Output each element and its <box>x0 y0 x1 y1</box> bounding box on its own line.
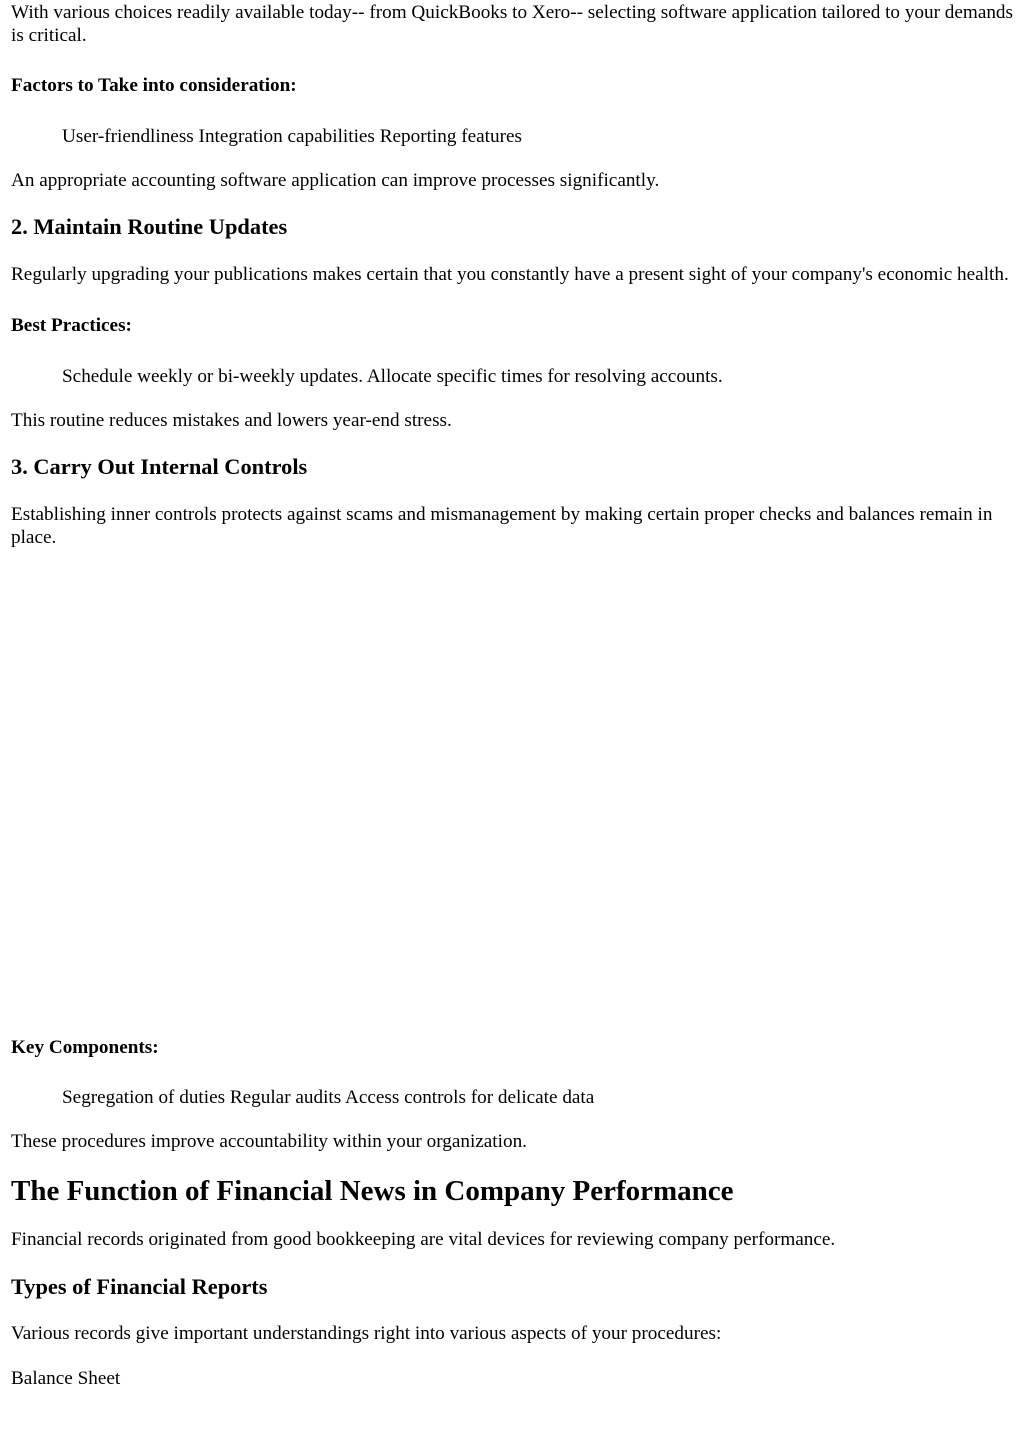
factors-summary: An appropriate accounting software application can improve processes significantly. <box>11 170 660 191</box>
function-paragraph: Financial records originated from good bookkeeping are vital devices for reviewing company performance. <box>11 1229 836 1250</box>
financial-reports-heading: Types of Financial Reports <box>11 1274 268 1299</box>
function-heading: The Function of Financial News in Company Performance <box>11 1175 734 1207</box>
best-practices-list: Schedule weekly or bi-weekly updates. Allocate specific times for resolving accounts. <box>62 366 723 387</box>
intro-paragraph: With various choices readily available today-- from QuickBooks to Xero-- selecting software application tailored to your demands is critical. <box>11 2 1013 46</box>
key-components-heading: Key Components: <box>11 1037 159 1058</box>
factors-list: User-friendliness Integration capabilities Reporting features <box>62 126 522 147</box>
section-2-paragraph: Regularly upgrading your publications makes certain that you constantly have a present sight of your company's economic health. <box>11 264 1009 285</box>
key-components-list: Segregation of duties Regular audits Access controls for delicate data <box>62 1087 595 1108</box>
document-body <box>11 0 1016 1390</box>
section-3-paragraph: Establishing inner controls protects against scams and mismanagement by making certain proper checks and balances remain in place. <box>11 504 993 548</box>
blank-space <box>11 549 1016 1024</box>
balance-sheet-item: Balance Sheet <box>11 1368 121 1389</box>
section-2-heading: 2. Maintain Routine Updates <box>11 214 288 239</box>
best-practices-heading: Best Practices: <box>11 315 132 336</box>
key-components-summary: These procedures improve accountability within your organization. <box>11 1131 527 1152</box>
best-practices-summary: This routine reduces mistakes and lowers year-end stress. <box>11 410 452 431</box>
financial-reports-paragraph: Various records give important understandings right into various aspects of your procedures: <box>11 1323 722 1344</box>
factors-heading: Factors to Take into consideration: <box>11 75 297 96</box>
section-3-heading: 3. Carry Out Internal Controls <box>11 454 308 479</box>
